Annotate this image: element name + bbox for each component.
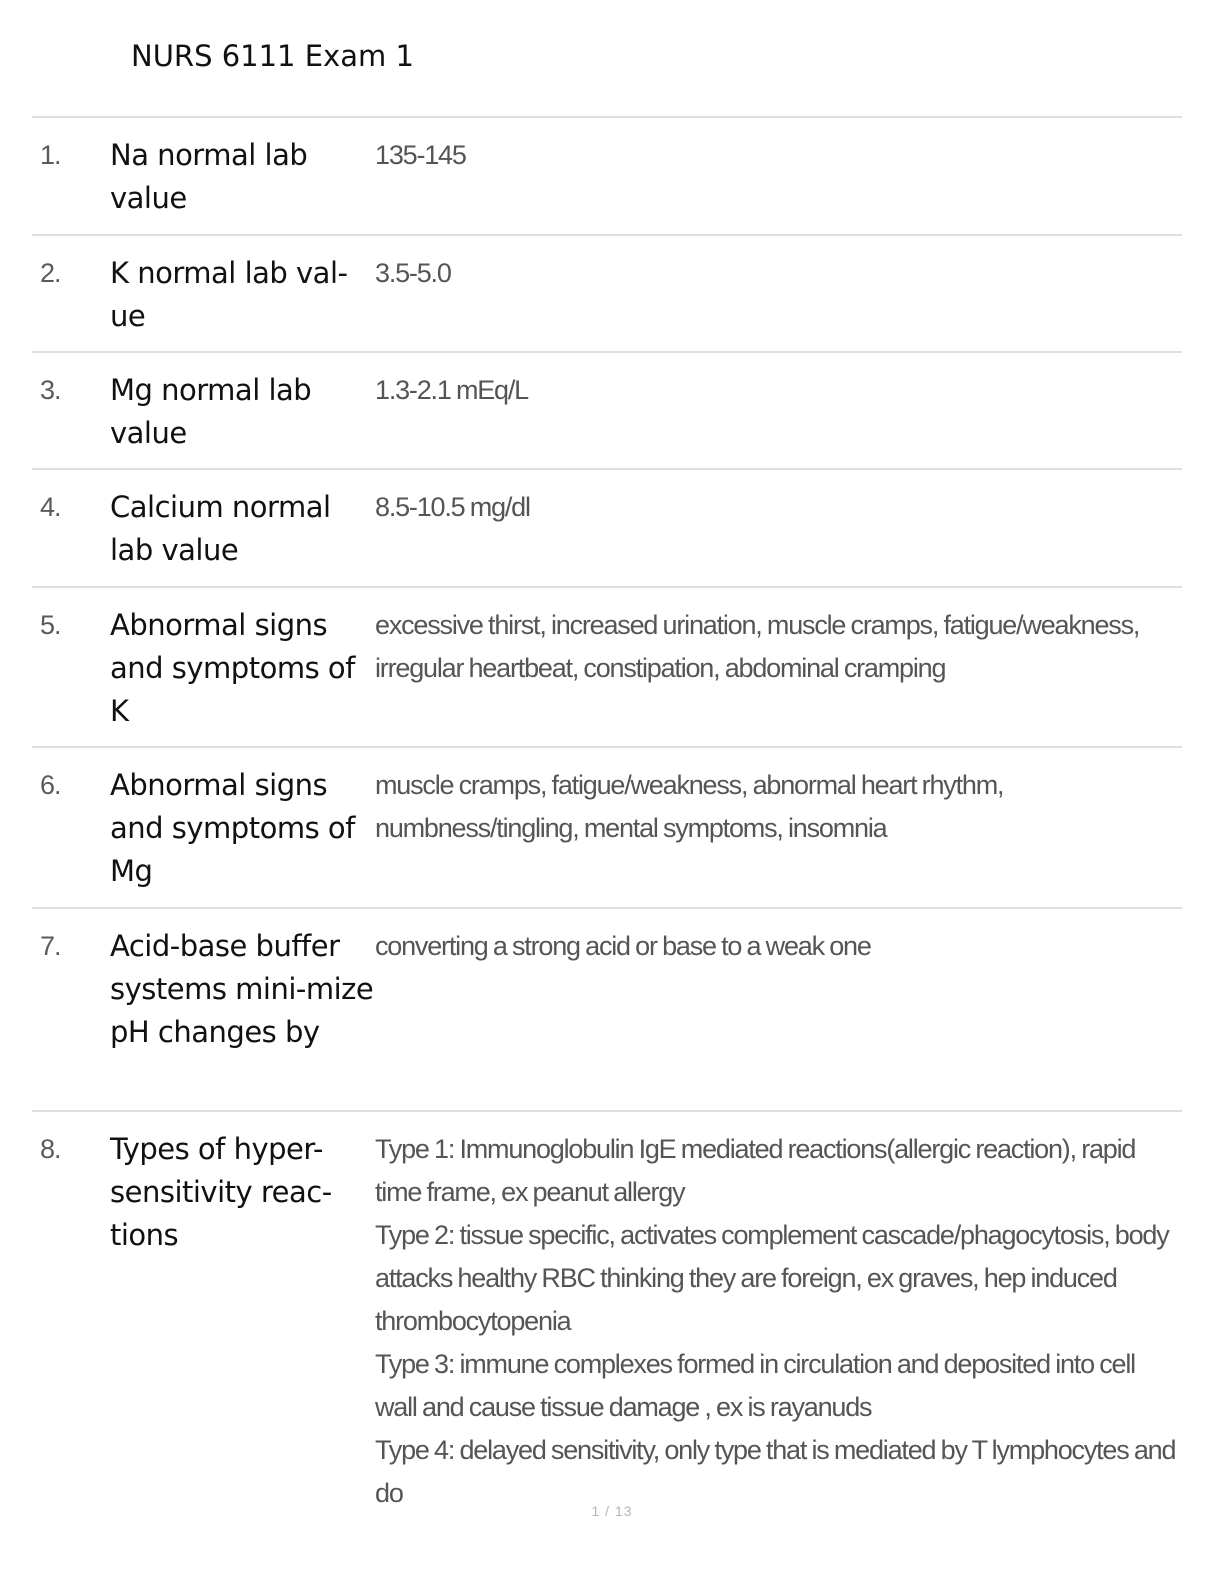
definition-line: muscle cramps, fatigue/weakness, abnormal heart rhythm, numbness/tingling, mental symptoms, insomnia (375, 770, 1004, 843)
definition-line: excessive thirst, increased urination, muscle cramps, fatigue/weakness, irregular heartbeat, constipation, abdominal cramping (375, 610, 1140, 683)
card-definition (375, 925, 1182, 1094)
card-definition (375, 252, 1182, 335)
card-number: 8. (40, 1134, 61, 1164)
flashcard-row (32, 118, 1182, 236)
definition-line: Type 1: Immunoglobulin IgE mediated reactions(allergic reaction), rapid time frame, ex peanut allergy (375, 1134, 1136, 1207)
card-term: Abnormal signs and symptoms of K (110, 608, 355, 728)
card-number: 7. (40, 931, 61, 961)
flashcard-row (32, 353, 1182, 470)
card-definition (375, 604, 1182, 730)
card-term: K normal lab val-ue (110, 256, 348, 333)
card-term: Mg normal lab value (110, 373, 312, 450)
card-definition (375, 134, 1182, 218)
card-number: 2. (40, 258, 61, 288)
flashcard-list (32, 116, 1182, 1508)
definition-line: 8.5-10.5 mg/dl (375, 492, 530, 522)
flashcard-row (32, 748, 1182, 909)
card-definition (375, 1128, 1182, 1508)
flashcard-row (32, 588, 1182, 748)
card-term: Abnormal signs and symptoms of Mg (110, 768, 355, 888)
definition-line: Type 2: tissue specific, activates complement cascade/phagocytosis, body attacks healthy RBC thinking they are foreign, ex graves, hep induced thrombocytopenia (375, 1220, 1169, 1336)
definition-line: 135-145 (375, 140, 466, 170)
card-number: 4. (40, 492, 61, 522)
definition-line: Type 4: delayed sensitivity, only type that is mediated by T lymphocytes and do (375, 1435, 1176, 1508)
definition-line: 3.5-5.0 (375, 258, 451, 288)
flashcard-row (32, 1112, 1182, 1508)
document-title: NURS 6111 Exam 1 (131, 39, 414, 73)
flashcard-row (32, 236, 1182, 353)
card-definition (375, 486, 1182, 570)
flashcard-row (32, 909, 1182, 1112)
card-term: Types of hyper-sensitivity reac-tions (110, 1132, 332, 1252)
card-term: Calcium normal lab value (110, 490, 331, 567)
card-number: 3. (40, 375, 61, 405)
definition-line: converting a strong acid or base to a weak one (375, 931, 871, 961)
card-term: Na normal lab value (110, 138, 308, 215)
page-indicator: 1 / 13 (591, 1503, 633, 1519)
flashcard-row (32, 470, 1182, 588)
card-term: Acid-base buffer systems mini-mize pH changes by (110, 929, 374, 1049)
card-number: 1. (40, 140, 61, 170)
definition-line: 1.3-2.1 mEq/L (375, 375, 528, 405)
card-definition (375, 369, 1182, 452)
card-number: 6. (40, 770, 61, 800)
card-definition (375, 764, 1182, 891)
definition-line: Type 3: immune complexes formed in circulation and deposited into cell wall and cause tissue damage , ex is rayanuds (375, 1349, 1135, 1422)
card-number: 5. (40, 610, 61, 640)
